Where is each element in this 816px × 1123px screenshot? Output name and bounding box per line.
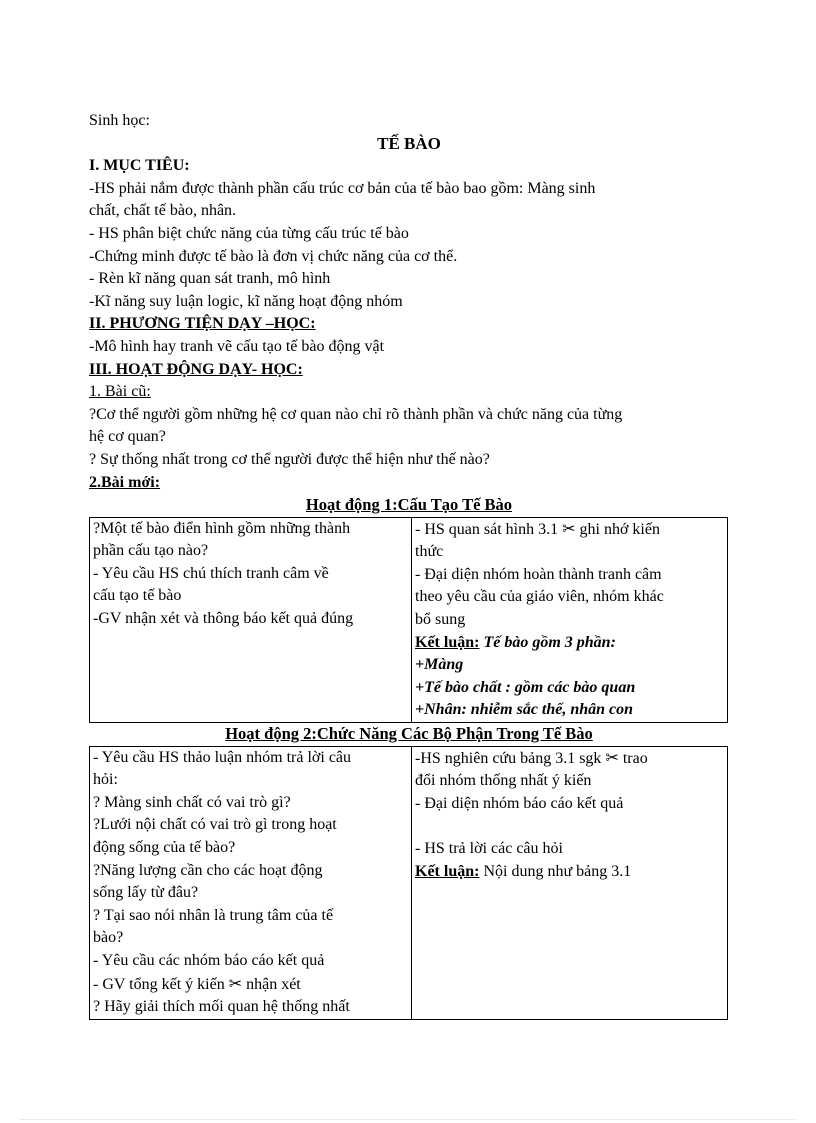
teacher-line: -GV nhận xét và thông báo kết quả đúng (93, 610, 354, 628)
teacher-line: sống lấy từ đâu? (93, 884, 199, 902)
activity2-student-cell (412, 746, 728, 1019)
activity1-teacher-cell (90, 517, 412, 722)
section-heading-materials: II. PHƯƠNG TIỆN DẠY –HỌC: (89, 315, 316, 333)
subject-label: Sinh học: (89, 112, 150, 129)
page-bottom-border (20, 1119, 796, 1120)
student-line: -HS nghiên cứu bảng 3.1 sgk ✂ trao (415, 747, 648, 767)
teacher-line: - Yêu cầu HS thảo luận nhóm trả lời câu (93, 748, 352, 766)
conclusion-label: Kết luận: (415, 862, 480, 880)
teacher-line: hỏi: (93, 771, 118, 789)
objective-line: -Chứng minh được tế bào là đơn vị chức năng của cơ thể. (89, 247, 458, 265)
student-line: - HS quan sát hình 3.1 ✂ ghi nhớ kiến (415, 518, 660, 538)
student-line: đổi nhóm thống nhất ý kiến (415, 772, 592, 790)
scissors-icon: ✂ (562, 518, 576, 538)
conclusion-item: +Nhân: nhiễm sắc thể, nhân con (415, 701, 634, 719)
activity2-table (89, 746, 728, 1020)
scissors-icon: ✂ (605, 747, 619, 767)
teacher-line: ?Lưới nội chất có vai trò gì trong hoạt (93, 816, 337, 834)
old-lesson-question: hệ cơ quan? (89, 428, 166, 446)
activity1-title: Hoạt động 1:Cấu Tạo Tế Bào (305, 495, 513, 515)
student-line: - HS trả lời các câu hỏi (415, 840, 563, 857)
teacher-line: ? Màng sinh chất có vai trò gì? (93, 793, 291, 811)
section-heading-activities: III. HOẠT ĐỘNG DẠY- HỌC: (89, 360, 303, 378)
teacher-line: động sống của tế bào? (93, 839, 236, 856)
conclusion-item: +Tế bào chất : gồm các bào quan (415, 678, 636, 696)
teacher-line: - Yêu cầu các nhóm báo cáo kết quả (93, 951, 325, 969)
teacher-line: ? Tại sao nói nhân là trung tâm của tế (93, 906, 334, 924)
teacher-line: - Yêu cầu HS chú thích tranh câm về (93, 564, 329, 582)
old-lesson-question: ? Sự thống nhất trong cơ thể người được thể hiện như thế nào? (89, 450, 490, 468)
section-heading-objectives: I. MỤC TIÊU: (89, 157, 190, 175)
student-line: thức (415, 543, 444, 561)
student-line: theo yêu cầu của giáo viên, nhóm khác (415, 588, 664, 606)
teacher-line: - GV tổng kết ý kiến ✂ nhận xét (93, 973, 301, 993)
objective-line: - Rèn kĩ năng quan sát tranh, mô hình (89, 270, 331, 288)
materials-line: -Mô hình hay tranh vẽ cấu tạo tế bào động vật (89, 337, 385, 355)
student-line: - Đại diện nhóm hoàn thành tranh câm (415, 565, 662, 583)
teacher-line: ?Năng lượng cần cho các hoạt động (93, 861, 323, 879)
student-line: bổ sung (415, 611, 466, 629)
old-lesson-heading: 1. Bài cũ: (89, 383, 151, 401)
objective-line: - HS phân biệt chức năng của từng cấu trúc tế bào (89, 224, 409, 242)
conclusion-item: +Màng (415, 656, 464, 674)
teacher-line: cấu tạo tế bào (93, 587, 182, 605)
activity2-title: Hoạt động 2:Chức Năng Các Bộ Phận Trong Tế Bào (225, 724, 593, 744)
objective-line: -HS phải nắm được thành phần cấu trúc cơ bản của tế bào bao gồm: Màng sinh (89, 179, 596, 197)
teacher-line: bào? (93, 929, 124, 947)
document-body (89, 110, 729, 1020)
blank-line (415, 815, 724, 838)
teacher-line: ? Hãy giải thích mối quan hệ thống nhất (93, 998, 350, 1016)
student-line: - Đại diện nhóm báo cáo kết quả (415, 794, 624, 812)
conclusion-line: Kết luận: Nội dung như bảng 3.1 (415, 862, 632, 880)
teacher-line: phần cấu tạo nào? (93, 542, 209, 560)
objective-line: chất, chất tế bào, nhân. (89, 202, 237, 220)
activity1-student-cell (412, 517, 728, 722)
conclusion-line: Kết luận: Tế bào gồm 3 phần: (415, 633, 616, 651)
conclusion-label: Kết luận: (415, 633, 480, 651)
scissors-icon: ✂ (228, 973, 243, 993)
new-lesson-heading: 2.Bài mới: (89, 473, 161, 491)
activity1-table (89, 517, 728, 723)
activity2-teacher-cell (90, 746, 412, 1019)
objective-line: -Kĩ năng suy luận logic, kĩ năng hoạt động nhóm (89, 292, 403, 310)
document-title: TẾ BÀO (377, 133, 441, 153)
teacher-line: ?Một tế bào điển hình gồm những thành (93, 519, 351, 537)
old-lesson-question: ?Cơ thể người gồm những hệ cơ quan nào chỉ rõ thành phần và chức năng của từng (89, 405, 623, 423)
